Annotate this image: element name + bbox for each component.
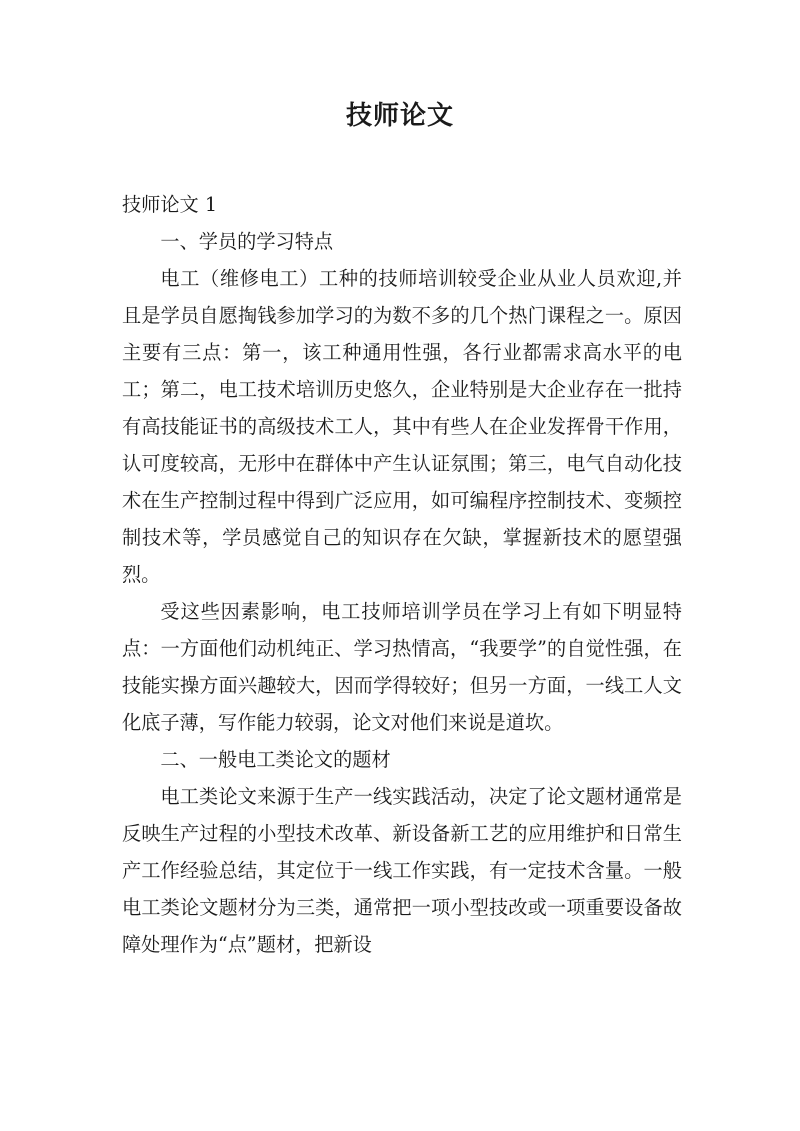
section-heading-1: 一、学员的学习特点 <box>160 230 334 253</box>
section-heading-2: 二、一般电工类论文的题材 <box>160 748 391 771</box>
paragraph-2: 受这些因素影响，电工技师培训学员在学习上有如下明显特点：一方面他们动机纯正、学习热情高，“我要学”的自觉性强，在技能实操方面兴趣较大，因而学得较好；但另一方面，一线工人文化底子薄，写作能力较弱，论文对他们来说是道坎。 <box>122 600 682 734</box>
paragraph-1: 电工（维修电工）工种的技师培训较受企业从业人员欢迎,并且是学员自愿掏钱参加学习的为数不多的几个热门课程之一。原因主要有三点：第一，该工种通用性强，各行业都需求高水平的电工；第二，电工技术培训历史悠久，企业特别是大企业存在一批持有高技能证书的高级技术工人，其中有些人在企业发挥骨干作用，认可度较高，无形中在群体中产生认证氛围；第三，电气自动化技术在生产控制过程中得到广泛应用，如可编程序控制技术、变频控制技术等，学员感觉自己的知识存在欠缺，掌握新技术的愿望强烈。 <box>122 267 682 586</box>
paragraph-3: 电工类论文来源于生产一线实践活动，决定了论文题材通常是反映生产过程的小型技术改革、新设备新工艺的应用维护和日常生产工作经验总结，其定位于一线工作实践，有一定技术含量。一般电工类论文题材分为三类，通常把一项小型技改或一项重要设备故障处理作为“点”题材，把新设 <box>122 785 682 956</box>
section-subtitle: 技师论文 1 <box>122 193 218 216</box>
document-title: 技师论文 <box>345 101 454 131</box>
document-body <box>122 186 682 963</box>
